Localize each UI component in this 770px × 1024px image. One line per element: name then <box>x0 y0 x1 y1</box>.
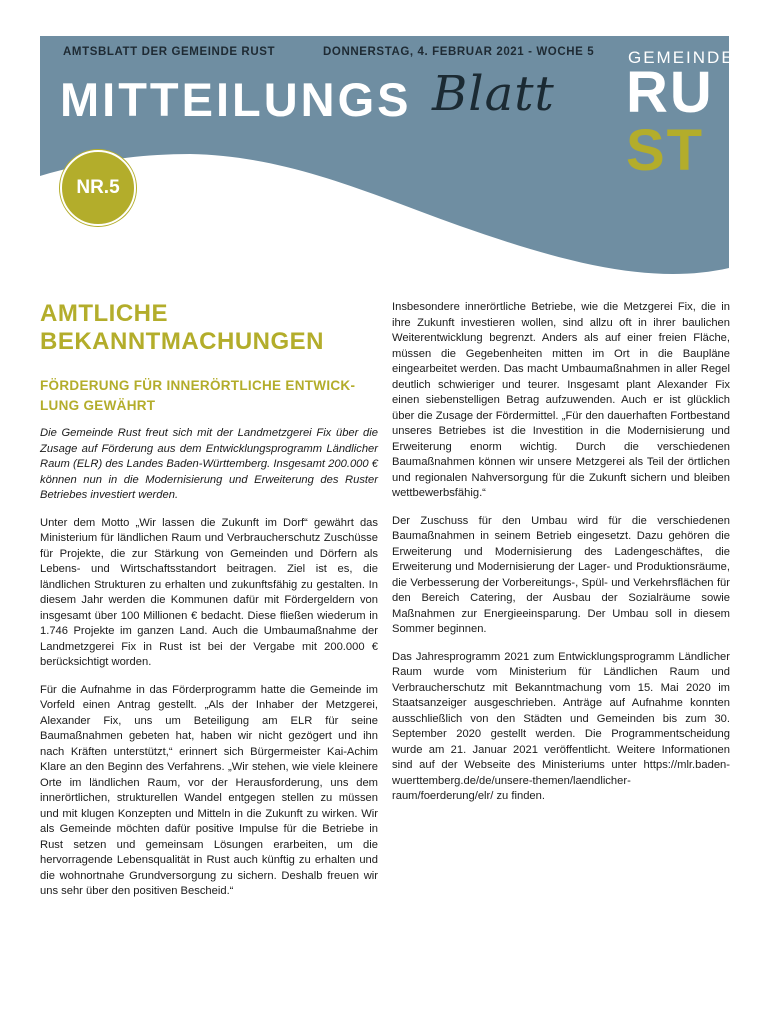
article-paragraph: Unter dem Motto „Wir lassen die Zukunft im Dorf“ gewährt das Ministerium für ländlichen Raum und Verbraucherschutz Zuschüsse für Projekte, die zur Stärkung von Gemeinden und Dörfern als Lebens- und Wirtschaftsstandort beitragen. Ziel ist es, die ländlichen Strukturen zu erhalten und zukunftsfähig zu gestalten. In diesem Jahr werden die Kommunen dafür mit Fördergeldern von insgesamt über 100 Millionen € bedacht. Diese fließen wiederum in 1.746 Projekte im ganzen Land. Auch die Umbaumaßnahme der Landmetzgerei Fix in Rust ist bei der Vergabe mit 200.000 € berücksichtigt worden. <box>40 516 378 668</box>
article-lead: Die Gemeinde Rust freut sich mit der Landmetzgerei Fix über die Zusage auf Förderung aus dem Entwicklungsprogramm Ländlicher Raum (ELR) des Landes Baden-Württemberg. Insgesamt 200.000 € können nun in die Modernisierung und Erweiterung des Ruster Betriebes investiert werden. <box>40 427 378 501</box>
logo-ru: RU <box>626 60 714 125</box>
article-paragraph: Insbesondere innerörtliche Betriebe, wie die Metzgerei Fix, die in ihre Zukunft investieren wollen, sind allzu oft in ihrer baulichen Weiterentwicklung begrenzt. Anders als auf einer freien Fläche, müssen die Gegebenheiten mitten im Ort in die Baupläne eingearbeitet werden. Das macht Umbaumaßnahmen in aller Regel deutlich schwieriger und teurer. Insgesamt plant Alexander Fix einen siebenstelligen Betrag aufzuwenden. Auch er ist glücklich über die Zusage der Fördermittel. „Für den dauerhaften Fortbestand unseres Betriebes ist die Investition in die Modernisierung und Erweiterung enorm wichtig. Durch die verschiedenen Baumaßnahmen können wir unsere Metzgerei als Teil der örtlichen und regionalen Nahversorgung für die Zukunft sichern und bleiben wettbewerbsfähig.“ <box>392 301 730 499</box>
masthead-title: MITTEILUNGS <box>60 73 412 126</box>
publication-kicker: AMTSBLATT DER GEMEINDE RUST <box>63 46 276 58</box>
article-paragraph: Der Zuschuss für den Umbau wird für die verschiedenen Baumaßnahmen in seinem Betrieb eingesetzt. Dazu gehören die Erweiterung und Modernisierung des Ladengeschäftes, die Erweiterung und Modernisierung der Lager- und Produktionsräume, die Verbesserung der Vorbereitungs-, Spül- und Verkehrsflächen für den Bereich Catering, der Ausbau der Sozialräume sowie Maßnahmen zur Energieeinsparung. Der Umbau soll in diesem Sommer beginnen. <box>392 514 730 635</box>
article-right-column <box>392 300 730 805</box>
masthead-script: Blatt <box>432 66 555 122</box>
issue-date: DONNERSTAG, 4. FEBRUAR 2021 - WOCHE 5 <box>323 46 595 58</box>
issue-number-badge: NR.5 <box>60 150 136 226</box>
article-paragraph: Für die Aufnahme in das Förderprogramm hatte die Gemeinde im Vorfeld einen Antrag gestellt. „Als der Inhaber der Metzgerei, Alexander Fix, uns um Beteiligung am ELR für seine Baumaßnahmen gebeten hat, haben wir nicht gezögert und ihn nach Kräften unterstützt,“ erinnert sich Bürgermeister Kai-Achim Klare an den Beginn des Verfahrens. „Wir stehen, wie viele kleinere Orte im ländlichen Raum, vor der Herausforderung, uns dem innerörtlichen, strukturellen Wandel entgegen stellen zu müssen und mit klugen Konzepten und Mitteln in die Zukunft zu wirken. Wir als Gemeinde möchten dafür positive Impulse für die Betriebe in Rust setzen und gemeinsam Lösungen erarbeiten, um die hervorragende Lebensqualität in Rust auch künftig zu erhalten und die wohnortnahe Grundversorgung zu sichern. Deshalb freuen wir uns sehr über den positiven Bescheid.“ <box>40 683 378 897</box>
logo-st: ST <box>626 118 705 183</box>
article-left-column <box>40 300 378 900</box>
logo-gemeinde: GEMEINDE <box>628 48 735 67</box>
article-subheading: FÖRDERUNG FÜR INNERÖRTLICHE ENTWICK-LUNG GEWÄHRT <box>40 378 356 413</box>
article-paragraph: Das Jahresprogramm 2021 zum Entwicklungsprogramm Ländlicher Raum wurde vom Ministerium für Ländlichen Raum und Verbraucherschutz mit Bekanntmachung vom 15. Mai 2020 im Staatsanzeiger ausgeschrieben. Anträge auf Aufnahme konnten ausschließlich von den Städten und Gemeinden bis zum 30. September 2020 gestellt werden. Die Programmentscheidung wurde am 21. Januar 2021 veröffentlicht. Weitere Informationen sind auf der Webseite des Ministeriums unter https://mlr.baden-wuerttemberg.de/de/unsere-themen/laendlicher-raum/foerderung/elr/ zu finden. <box>392 650 730 802</box>
section-title: AMTLICHE BEKANNTMACHUNGEN <box>40 300 324 355</box>
